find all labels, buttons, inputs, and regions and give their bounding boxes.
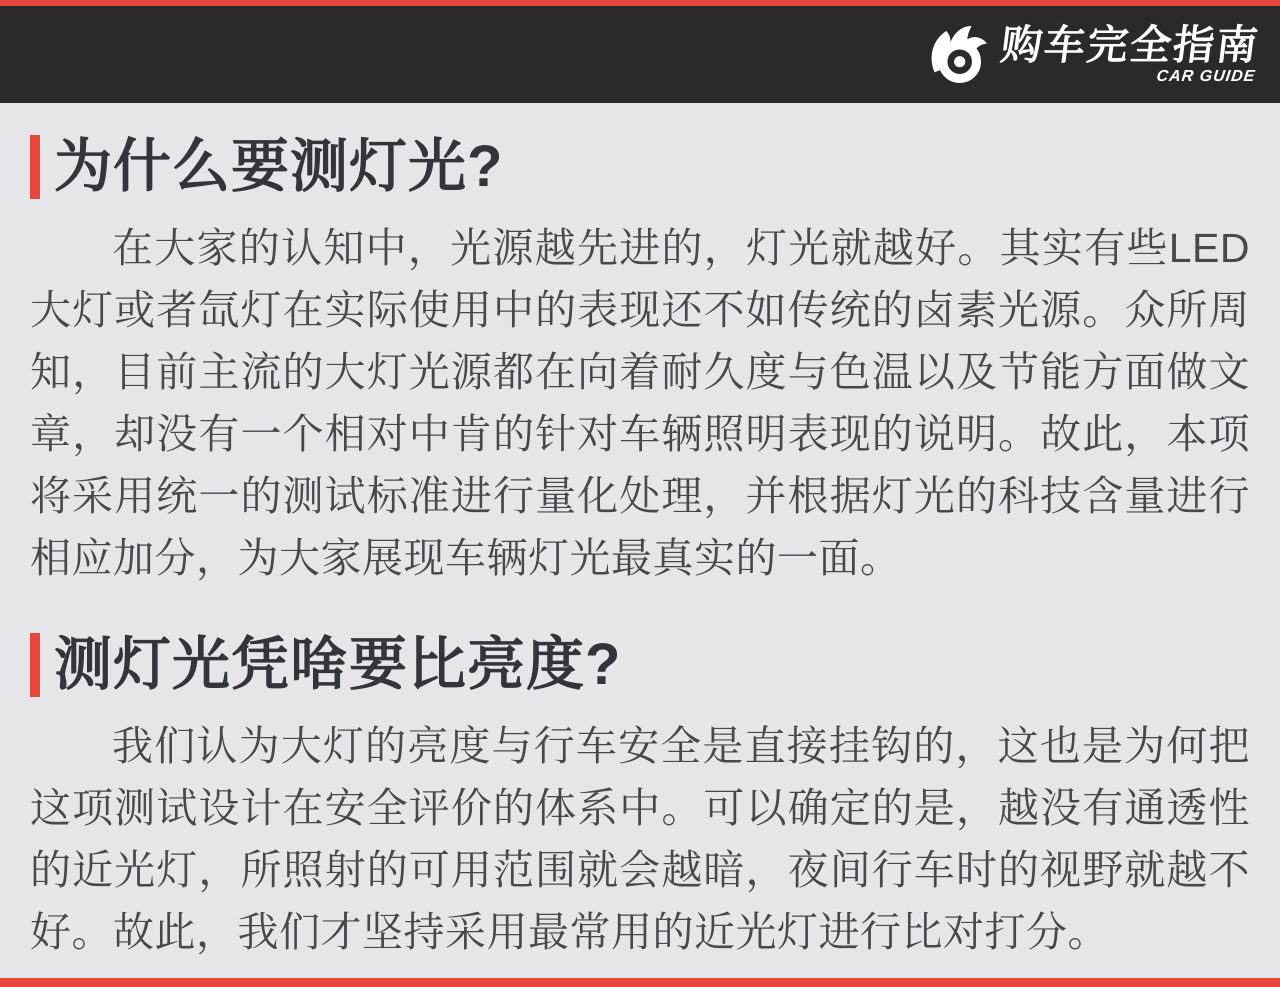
section-paragraph-2: 我们认为大灯的亮度与行车安全是直接挂钩的，这也是为何把这项测试设计在安全评价的体系中。可以确定的是，越没有通透性的近光灯，所照射的可用范围就会越暗，夜间行车时的视野就越不好。故此，我们才坚持采用最常用的近光灯进行比对打分。 [30,723,1250,955]
flaming-wheel-icon [922,19,996,89]
bottom-accent-bar [0,978,1280,987]
section-heading-2 [30,633,1250,697]
article-body [0,103,1280,978]
logo-title: 购车完全指南 [998,21,1263,68]
section-paragraph-1: 在大家的认知中，光源越先进的，灯光就越好。其实有些LED大灯或者氙灯在实际使用中的表现还不如传统的卤素光源。众所周知，目前主流的大灯光源都在向着耐久度与色温以及节能方面做文章，却没有一个相对中肯的针对车辆照明表现的说明。故此，本项将采用统一的测试标准进行量化处理，并根据灯光的科技含量进行相应加分，为大家展现车辆灯光最真实的一面。 [30,225,1250,581]
heading-accent-bar [30,135,40,199]
page-header [0,6,1280,103]
heading-accent-bar [30,633,40,697]
section-title-text: 测灯光凭啥要比亮度? [54,632,622,698]
car-guide-logo [922,21,1263,89]
section-heading-1 [30,135,1250,199]
logo-text-block [996,21,1263,85]
logo-subtitle: CAR GUIDE [1155,67,1257,85]
section-title-text: 为什么要测灯光? [54,134,504,200]
